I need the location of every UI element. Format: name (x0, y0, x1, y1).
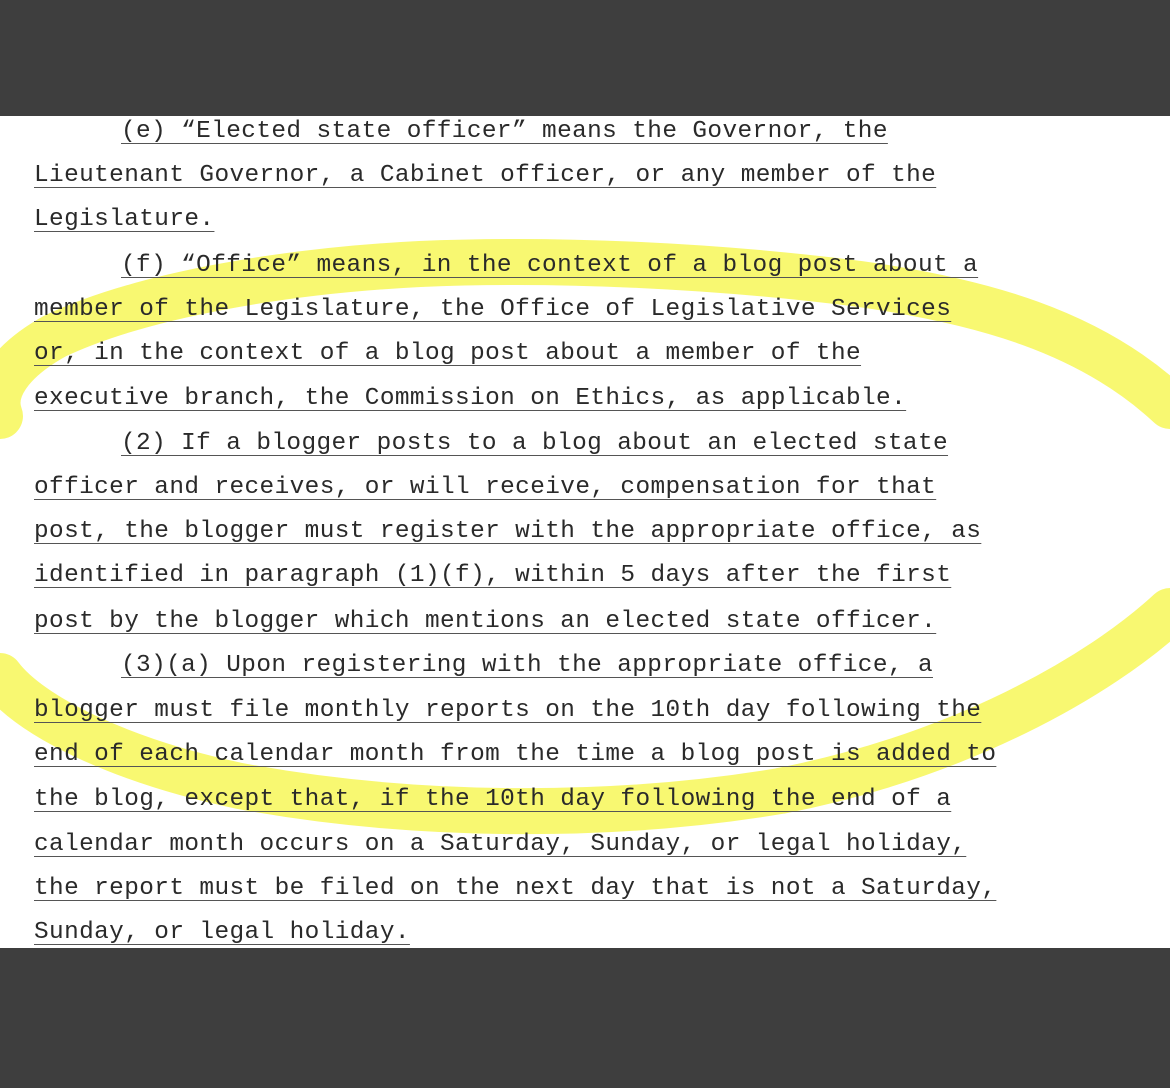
text-line: Lieutenant Governor, a Cabinet officer, or any member of the (34, 162, 937, 189)
text-line: executive branch, the Commission on Ethics, as applicable. (34, 385, 907, 412)
text-line: Sunday, or legal holiday. (34, 919, 410, 946)
text-line: post, the blogger must register with the appropriate office, as (34, 518, 982, 545)
text-line: identified in paragraph (1)(f), within 5 days after the first (34, 562, 952, 589)
text-line: the report must be filed on the next day that is not a Saturday, (34, 875, 997, 902)
text-line: (2) If a blogger posts to a blog about an elected state (121, 430, 949, 457)
text-line: calendar month occurs on a Saturday, Sunday, or legal holiday, (34, 831, 967, 858)
text-line: or, in the context of a blog post about a member of the (34, 340, 862, 367)
text-line: Legislature. (34, 206, 215, 233)
statute-text (0, 116, 1170, 948)
text-line: (3)(a) Upon registering with the appropriate office, a (121, 652, 933, 679)
text-line: end of each calendar month from the time a blog post is added to (34, 741, 997, 768)
text-line: (e) “Elected state officer” means the Governor, the (121, 118, 888, 145)
document-page (0, 116, 1170, 948)
text-line: member of the Legislature, the Office of Legislative Services (34, 296, 952, 323)
text-line: officer and receives, or will receive, compensation for that (34, 474, 937, 501)
text-line: post by the blogger which mentions an elected state officer. (34, 608, 937, 635)
text-line: blogger must file monthly reports on the 10th day following the (34, 697, 982, 724)
text-line: the blog, except that, if the 10th day following the end of a (34, 786, 952, 813)
text-line: (f) “Office” means, in the context of a blog post about a (121, 252, 979, 279)
